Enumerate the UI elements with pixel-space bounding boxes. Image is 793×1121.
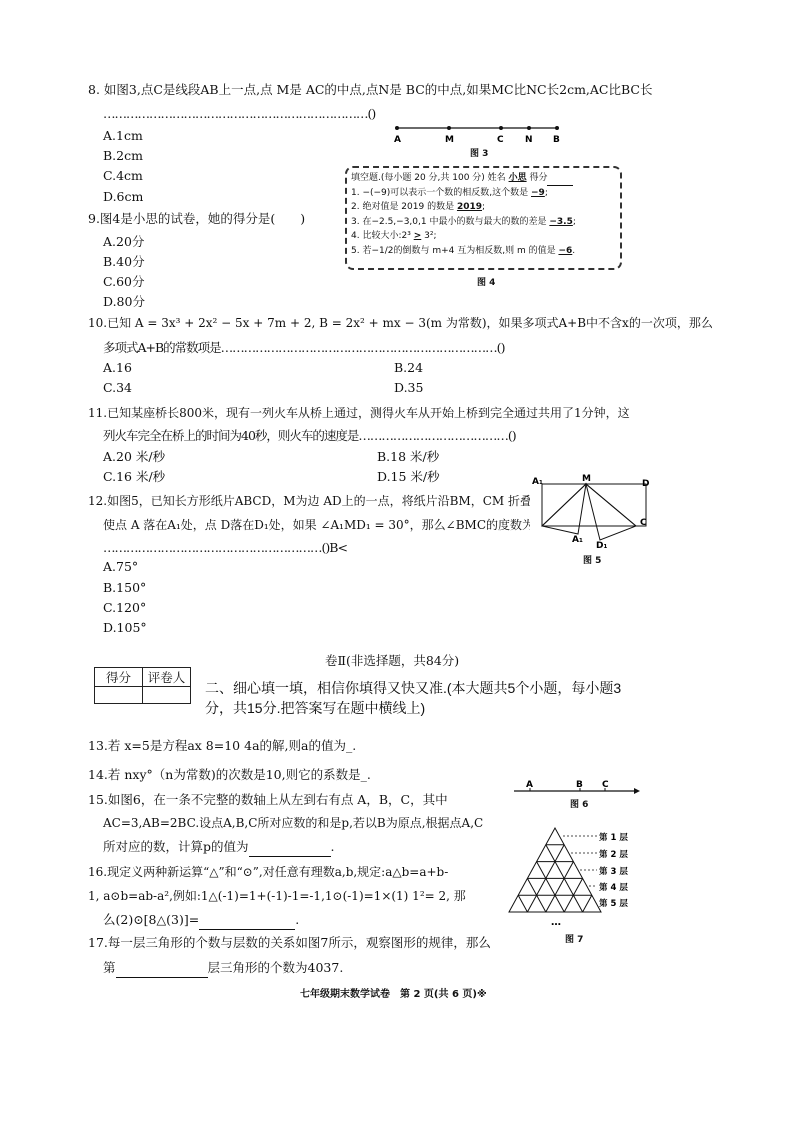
q10-line-1: 10.已知 A = 3x³ + 2x² − 5x + 7m + 2, B = 2x² + mx − 3(m 为常数)，如果多项式A+B中不含x的一次项，那么 [88, 316, 713, 330]
score-header: 得分 [95, 668, 143, 687]
fig6-label-a: A [526, 780, 533, 790]
q10-option-d[interactable]: D.35 [394, 380, 424, 395]
fig3-label-n: N [525, 135, 533, 145]
section-2-title: 卷Ⅱ(非选择题，共84分) [325, 653, 460, 668]
q15-line-3: 所对应的数，计算p的值为 . [103, 837, 335, 857]
q9-option-d[interactable]: D.80分 [103, 294, 145, 309]
page-footer: 七年级期末数学试卷 第 2 页(共 6 页)※ [300, 989, 487, 1000]
fig7-layer-5: 第 5 层 [599, 899, 628, 909]
fig5-label-a1-top: A₁ [532, 477, 543, 487]
quiz-line-2: 2. 绝对值是 2019 的数是 2019; [351, 202, 486, 212]
fig7-ellipsis: … [551, 917, 561, 928]
score-table [94, 667, 191, 704]
fig7-layer-2: 第 2 层 [599, 850, 628, 860]
q12-option-a[interactable]: A.75° [103, 559, 139, 574]
figure-3-caption: 图 3 [470, 149, 489, 159]
fig5-label-m: M [582, 474, 591, 484]
fig5-label-d1: D₁ [596, 541, 608, 551]
figure-6-caption: 图 6 [570, 800, 589, 810]
figure-4-caption: 图 4 [477, 278, 496, 288]
quiz-header: 填空题.(每小题 20 分,共 100 分) 姓名 小思 得分 [351, 171, 616, 186]
q11-option-a[interactable]: A.20 米/秒 [103, 449, 166, 464]
q9-option-a[interactable]: A.20分 [103, 234, 145, 249]
q15-answer-blank[interactable] [249, 843, 331, 857]
q9-option-b[interactable]: B.40分 [103, 254, 145, 269]
q17-line-1: 17.每一层三角形的个数与层数的关系如图7所示，观察图形的规律，那么 [88, 935, 491, 950]
q16-line-2: 1, a⊙b=ab-a²,例如:1△(-1)=1+(-1)-1=-1,1⊙(-1)=1×(1) 1²= 2, 那 [88, 889, 466, 903]
fig6-label-c: C [602, 780, 609, 790]
q12-option-d[interactable]: D.105° [103, 620, 147, 635]
quiz-line-3: 3. 在−2.5,−3,0,1 中最小的数与最大的数的差是 −3.5; [351, 216, 576, 227]
fig3-label-c: C [497, 135, 504, 145]
figure-4-quiz-card [345, 166, 622, 270]
grader-cell[interactable] [143, 687, 191, 704]
q12-line-3: …………………………………………………()B< [103, 540, 347, 555]
q8-stem: 8. 如图3,点C是线段AB上一点,点 M是 AC的中点,点N是 BC的中点,如果MC比NC长2cm,AC比BC长 [88, 82, 653, 97]
q8-option-b[interactable]: B.2cm [103, 148, 143, 163]
fig6-label-b: B [576, 780, 583, 790]
q9-stem: 9.图4是小思的试卷，她的得分是( ) [88, 211, 306, 226]
q12-line-2: 使点 A 落在A₁处，点 D落在D₁处，如果 ∠A₁MD₁ = 30°，那么∠BMC的度数为 [103, 518, 534, 532]
score-cell[interactable] [95, 687, 143, 704]
figure-5-caption: 图 5 [583, 556, 602, 566]
q10-option-c[interactable]: C.34 [103, 380, 132, 395]
q16-answer-blank[interactable] [199, 916, 295, 930]
quiz-line-1: 1. −(−9)可以表示一个数的相反数,这个数是 −9; [351, 187, 548, 198]
section-2-heading-line-1: 二、细心填一填，相信你填得又快又准.(本大题共5个小题，每小题3 [205, 680, 622, 696]
q8-paren: ……………………………………………………………() [103, 106, 376, 121]
section-2-heading-line-2: 分，共15分.把答案写在题中横线上) [205, 700, 426, 716]
fig5-label-a1-bottom: A₁ [572, 535, 583, 545]
fig3-label-b: B [553, 135, 560, 145]
q11-option-b[interactable]: B.18 米/秒 [377, 449, 440, 464]
q13-text: 13.若 x=5是方程ax 8=10 4a的解,则a的值为_. [88, 738, 357, 753]
fig5-label-c: C [640, 518, 647, 528]
q16-line-1: 16.现定义两种新运算“△”和“⊙”,对任意有理数a,b,规定:a△b=a+b- [88, 865, 449, 879]
q8-option-d[interactable]: D.6cm [103, 189, 144, 204]
figure-7-caption: 图 7 [565, 935, 584, 945]
q11-line-2: 列火车完全在桥上的时间为40秒，则火车的速度是…………………………………() [103, 428, 516, 443]
q15-line-1: 15.如图6，在一条不完整的数轴上从左到右有点 A，B，C，其中 [88, 792, 448, 807]
q17-answer-blank[interactable] [116, 964, 208, 978]
fig7-layer-1: 第 1 层 [599, 833, 628, 843]
q17-line-2: 第 层三角形的个数为4037. [103, 958, 343, 978]
q9-option-c[interactable]: C.60分 [103, 274, 145, 289]
quiz-line-5: 5. 若−1/2的倒数与 m+4 互为相反数,则 m 的值是 −6. [351, 245, 576, 256]
q12-option-b[interactable]: B.150° [103, 580, 147, 595]
q16-line-3: 么(2)⊙[8△(3)]= . [103, 910, 299, 930]
fig5-label-d: D [642, 479, 650, 489]
q8-option-a[interactable]: A.1cm [103, 128, 143, 143]
q11-line-1: 11.已知某座桥长800米，现有一列火车从桥上通过，测得火车从开始上桥到完全通过共用了1分钟，这 [88, 406, 630, 420]
fig3-label-m: M [445, 135, 454, 145]
grader-header: 评卷人 [143, 668, 191, 687]
q8-option-c[interactable]: C.4cm [103, 168, 143, 183]
q11-option-d[interactable]: D.15 米/秒 [377, 469, 440, 484]
fig7-layer-4: 第 4 层 [599, 883, 628, 893]
quiz-line-4: 4. 比较大小:2³ > 3²; [351, 231, 437, 241]
q12-option-c[interactable]: C.120° [103, 600, 147, 615]
q10-option-b[interactable]: B.24 [394, 360, 424, 375]
q15-line-2: AC=3,AB=2BC.设点A,B,C所对应数的和是p,若以B为原点,根据点A,C [103, 816, 484, 830]
q12-line-1: 12.如图5，已知长方形纸片ABCD，M为边 AD上的一点，将纸片沿BM，CM 折叠， [88, 494, 545, 508]
figure-7-triangle-layers [505, 826, 645, 931]
fig7-layer-3: 第 3 层 [599, 867, 628, 877]
q11-option-c[interactable]: C.16 米/秒 [103, 469, 166, 484]
figure-5-folded-rectangle [530, 472, 660, 552]
q10-option-a[interactable]: A.16 [103, 360, 132, 375]
q14-text: 14.若 nxy°（n为常数)的次数是10,则它的系数是_. [88, 767, 371, 782]
fig3-label-a: A [394, 135, 401, 145]
q10-line-2: 多项式A+B的常数项是………………………………………………………………() [103, 340, 505, 355]
figure-6-number-line [510, 778, 640, 798]
